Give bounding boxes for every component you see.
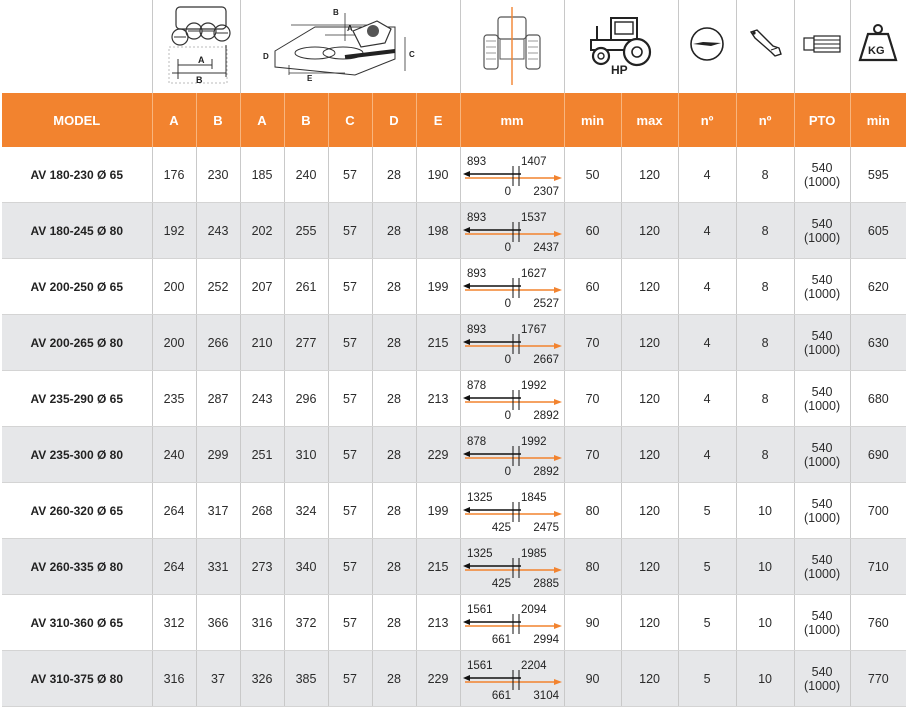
offset-bottom-right: 2667 — [532, 353, 559, 366]
a2-cell: 273 — [240, 539, 284, 595]
top-view-diagram-cell — [240, 0, 460, 93]
b2-cell: 324 — [284, 483, 328, 539]
d-cell: 28 — [372, 483, 416, 539]
black-arrow-head-icon — [463, 283, 470, 289]
table-row — [2, 203, 906, 259]
offset-top-right: 1537 — [520, 211, 547, 224]
a2-cell: 243 — [240, 371, 284, 427]
offset-top-left: 878 — [466, 379, 486, 392]
offset-top-left: 893 — [466, 155, 486, 168]
knife-count: 8 — [736, 371, 794, 427]
d-cell: 28 — [372, 651, 416, 707]
c-cell: 57 — [328, 539, 372, 595]
knife-count: 8 — [736, 203, 794, 259]
offset-top-right: 1627 — [520, 267, 547, 280]
offset-top-left: 1325 — [466, 491, 493, 504]
a1-cell: 192 — [152, 203, 196, 259]
b1-cell: 243 — [196, 203, 240, 259]
hp-min-cell: 90 — [564, 651, 621, 707]
offset-diagram — [461, 372, 565, 426]
rotor-count: 4 — [678, 315, 736, 371]
a2-cell: 207 — [240, 259, 284, 315]
d-cell: 28 — [372, 147, 416, 203]
knife-count: 10 — [736, 539, 794, 595]
offset-diagram — [461, 652, 565, 706]
table-row — [2, 483, 906, 539]
d-cell: 28 — [372, 371, 416, 427]
orange-arrow-head-icon — [554, 175, 562, 181]
a1-cell: 312 — [152, 595, 196, 651]
knife-count: 8 — [736, 315, 794, 371]
e-cell: 229 — [416, 427, 460, 483]
col-header-hp-min: min — [564, 93, 621, 147]
weight-min: 700 — [850, 483, 906, 539]
b2-cell: 372 — [284, 595, 328, 651]
table-row — [2, 595, 906, 651]
offset-top-right: 1767 — [520, 323, 547, 336]
table-row — [2, 259, 906, 315]
rotor-count-cell — [678, 0, 736, 93]
hp-min-cell: 80 — [564, 483, 621, 539]
pto-speed: 540 (1000) — [794, 651, 850, 707]
model-cell: AV 310-375 Ø 80 — [2, 651, 152, 707]
offset-bottom-left: 425 — [491, 521, 511, 534]
model-cell: AV 310-360 Ø 65 — [2, 595, 152, 651]
black-arrow-head-icon — [463, 619, 470, 625]
model-cell: AV 260-335 Ø 80 — [2, 539, 152, 595]
model-cell: AV 180-230 Ø 65 — [2, 147, 152, 203]
spec-table — [2, 0, 906, 707]
b1-cell: 37 — [196, 651, 240, 707]
blank-corner-cell — [2, 0, 152, 93]
e-cell: 190 — [416, 147, 460, 203]
tractor-rear-offset-icon — [462, 1, 562, 87]
offset-bottom-left: 661 — [491, 633, 511, 646]
tractor-icon — [581, 12, 661, 76]
offset-bottom-right: 2892 — [532, 465, 559, 478]
c-cell: 57 — [328, 147, 372, 203]
black-arrow-head-icon — [463, 507, 470, 513]
knife-count: 10 — [736, 595, 794, 651]
a1-cell: 240 — [152, 427, 196, 483]
offset-top-right: 1985 — [520, 547, 547, 560]
b2-cell: 255 — [284, 203, 328, 259]
table-row — [2, 147, 906, 203]
hp-max-cell: 120 — [621, 259, 678, 315]
col-header-knives: nº — [736, 93, 794, 147]
knife-count: 10 — [736, 483, 794, 539]
table-row — [2, 539, 906, 595]
weight-min: 760 — [850, 595, 906, 651]
hp-max-cell: 120 — [621, 371, 678, 427]
b1-cell: 317 — [196, 483, 240, 539]
black-arrow-head-icon — [463, 339, 470, 345]
knife-count-cell — [736, 0, 794, 93]
hp-min-cell: 70 — [564, 427, 621, 483]
offset-top-right: 2204 — [520, 659, 547, 672]
hp-min-cell: 70 — [564, 315, 621, 371]
pto-speed: 540 (1000) — [794, 371, 850, 427]
pto-speed: 540 (1000) — [794, 203, 850, 259]
model-cell: AV 235-290 Ø 65 — [2, 371, 152, 427]
hp-label: HP — [611, 63, 628, 76]
offset-bottom-left: 0 — [504, 353, 511, 366]
col-header-mm: mm — [460, 93, 564, 147]
offset-top-right: 1845 — [520, 491, 547, 504]
hp-max-cell: 120 — [621, 539, 678, 595]
mm-offset-cell — [460, 651, 564, 707]
b1-cell: 366 — [196, 595, 240, 651]
model-cell: AV 200-265 Ø 80 — [2, 315, 152, 371]
d-cell: 28 — [372, 203, 416, 259]
kg-label: KG — [868, 45, 885, 57]
weight-min: 630 — [850, 315, 906, 371]
offset-bottom-right: 2307 — [532, 185, 559, 198]
pto-cell — [794, 0, 850, 93]
col-header-d: D — [372, 93, 416, 147]
a2-cell: 326 — [240, 651, 284, 707]
orange-arrow-head-icon — [554, 455, 562, 461]
orange-arrow-head-icon — [554, 623, 562, 629]
front-view-diagram-cell — [152, 0, 240, 93]
c-cell: 57 — [328, 427, 372, 483]
rotor-count: 4 — [678, 203, 736, 259]
c-cell: 57 — [328, 483, 372, 539]
b1-cell: 299 — [196, 427, 240, 483]
a2-cell: 316 — [240, 595, 284, 651]
offset-bottom-right: 2885 — [532, 577, 559, 590]
c-cell: 57 — [328, 371, 372, 427]
icon-header-row — [2, 0, 906, 93]
b2-cell: 310 — [284, 427, 328, 483]
weight-min: 770 — [850, 651, 906, 707]
mm-offset-cell — [460, 259, 564, 315]
offset-diagram — [461, 596, 565, 650]
column-header-row — [2, 93, 906, 147]
a2-cell: 251 — [240, 427, 284, 483]
black-arrow-head-icon — [463, 227, 470, 233]
rotor-front-view-icon — [156, 1, 236, 87]
orange-arrow-head-icon — [554, 511, 562, 517]
offset-diagram — [461, 540, 565, 594]
offset-bottom-right: 2437 — [532, 241, 559, 254]
offset-bottom-left: 425 — [491, 577, 511, 590]
offset-top-right: 1992 — [520, 379, 547, 392]
model-cell: AV 200-250 Ø 65 — [2, 259, 152, 315]
table-row — [2, 371, 906, 427]
mm-offset-cell — [460, 315, 564, 371]
d-cell: 28 — [372, 539, 416, 595]
d-cell: 28 — [372, 595, 416, 651]
a1-cell: 264 — [152, 483, 196, 539]
e-cell: 213 — [416, 595, 460, 651]
hp-min-cell: 60 — [564, 203, 621, 259]
offset-bottom-right: 2475 — [532, 521, 559, 534]
offset-top-right: 2094 — [520, 603, 547, 616]
rotor-count: 5 — [678, 595, 736, 651]
b1-cell: 287 — [196, 371, 240, 427]
e-cell: 215 — [416, 539, 460, 595]
b1-cell: 230 — [196, 147, 240, 203]
offset-diagram — [461, 260, 565, 314]
hp-max-cell: 120 — [621, 203, 678, 259]
c-cell: 57 — [328, 259, 372, 315]
mm-offset-cell — [460, 539, 564, 595]
top-diagram-label-b: B — [333, 8, 339, 17]
pto-speed: 540 (1000) — [794, 427, 850, 483]
b2-cell: 261 — [284, 259, 328, 315]
a2-cell: 210 — [240, 315, 284, 371]
pto-speed: 540 (1000) — [794, 315, 850, 371]
a1-cell: 316 — [152, 651, 196, 707]
mm-offset-cell — [460, 427, 564, 483]
b2-cell: 296 — [284, 371, 328, 427]
front-diagram-label-b: B — [196, 75, 203, 85]
a1-cell: 200 — [152, 315, 196, 371]
rotor-count: 4 — [678, 259, 736, 315]
a2-cell: 268 — [240, 483, 284, 539]
col-header-a2: A — [240, 93, 284, 147]
knife-count: 8 — [736, 147, 794, 203]
col-header-b1: B — [196, 93, 240, 147]
pto-speed: 540 (1000) — [794, 595, 850, 651]
hp-min-cell: 70 — [564, 371, 621, 427]
mm-offset-cell — [460, 483, 564, 539]
rotor-count: 4 — [678, 371, 736, 427]
b1-cell: 252 — [196, 259, 240, 315]
rotor-count: 5 — [678, 651, 736, 707]
c-cell: 57 — [328, 595, 372, 651]
tractor-hp-cell — [564, 0, 678, 93]
offset-top-left: 878 — [466, 435, 486, 448]
c-cell: 57 — [328, 315, 372, 371]
b2-cell: 340 — [284, 539, 328, 595]
e-cell: 213 — [416, 371, 460, 427]
a1-cell: 264 — [152, 539, 196, 595]
offset-bottom-right: 3104 — [532, 689, 559, 702]
hp-max-cell: 120 — [621, 651, 678, 707]
offset-diagram — [461, 484, 565, 538]
e-cell: 199 — [416, 483, 460, 539]
orange-arrow-head-icon — [554, 343, 562, 349]
weight-cell — [850, 0, 906, 93]
rotor-count: 5 — [678, 483, 736, 539]
c-cell: 57 — [328, 651, 372, 707]
a2-cell: 202 — [240, 203, 284, 259]
offset-diagram — [461, 204, 565, 258]
weight-kg-icon — [856, 22, 900, 66]
top-diagram-label-a: A — [347, 24, 353, 33]
table-row — [2, 427, 906, 483]
col-header-model: MODEL — [2, 93, 152, 147]
offset-bottom-left: 0 — [504, 409, 511, 422]
b2-cell: 385 — [284, 651, 328, 707]
knife-blade-icon — [745, 24, 785, 64]
black-arrow-head-icon — [463, 451, 470, 457]
c-cell: 57 — [328, 203, 372, 259]
b2-cell: 240 — [284, 147, 328, 203]
e-cell: 199 — [416, 259, 460, 315]
offset-bottom-left: 661 — [491, 689, 511, 702]
col-header-weight: min — [850, 93, 906, 147]
offset-top-right: 1992 — [520, 435, 547, 448]
pto-speed: 540 (1000) — [794, 483, 850, 539]
offset-top-left: 1325 — [466, 547, 493, 560]
offset-bottom-left: 0 — [504, 241, 511, 254]
hp-max-cell: 120 — [621, 147, 678, 203]
offset-diagram — [461, 316, 565, 370]
pto-speed: 540 (1000) — [794, 259, 850, 315]
table-row — [2, 651, 906, 707]
offset-bottom-right: 2994 — [532, 633, 559, 646]
hp-max-cell: 120 — [621, 427, 678, 483]
offset-bottom-left: 0 — [504, 465, 511, 478]
hp-max-cell: 120 — [621, 483, 678, 539]
offset-top-left: 893 — [466, 211, 486, 224]
hp-min-cell: 90 — [564, 595, 621, 651]
black-arrow-head-icon — [463, 171, 470, 177]
mm-offset-cell — [460, 371, 564, 427]
d-cell: 28 — [372, 259, 416, 315]
offset-top-left: 1561 — [466, 659, 493, 672]
offset-diagram — [461, 428, 565, 482]
weight-min: 680 — [850, 371, 906, 427]
weight-min: 595 — [850, 147, 906, 203]
tractor-rear-diagram-cell — [460, 0, 564, 93]
top-diagram-label-c: C — [409, 50, 415, 59]
col-header-b2: B — [284, 93, 328, 147]
e-cell: 198 — [416, 203, 460, 259]
e-cell: 229 — [416, 651, 460, 707]
d-cell: 28 — [372, 315, 416, 371]
b1-cell: 331 — [196, 539, 240, 595]
b2-cell: 277 — [284, 315, 328, 371]
hp-max-cell: 120 — [621, 315, 678, 371]
b1-cell: 266 — [196, 315, 240, 371]
rotor-count: 5 — [678, 539, 736, 595]
e-cell: 215 — [416, 315, 460, 371]
weight-min: 605 — [850, 203, 906, 259]
pto-speed: 540 (1000) — [794, 539, 850, 595]
top-diagram-label-e: E — [307, 74, 313, 83]
col-header-hp-max: max — [621, 93, 678, 147]
rotor-count: 4 — [678, 147, 736, 203]
offset-bottom-right: 2892 — [532, 409, 559, 422]
weight-min: 710 — [850, 539, 906, 595]
offset-top-right: 1407 — [520, 155, 547, 168]
col-header-rotors: nº — [678, 93, 736, 147]
top-diagram-label-d: D — [263, 52, 269, 61]
black-arrow-head-icon — [463, 395, 470, 401]
mm-offset-cell — [460, 595, 564, 651]
col-header-a1: A — [152, 93, 196, 147]
a1-cell: 235 — [152, 371, 196, 427]
orange-arrow-head-icon — [554, 287, 562, 293]
d-cell: 28 — [372, 427, 416, 483]
mm-offset-cell — [460, 203, 564, 259]
pto-speed: 540 (1000) — [794, 147, 850, 203]
offset-top-left: 1561 — [466, 603, 493, 616]
hp-min-cell: 80 — [564, 539, 621, 595]
hp-max-cell: 120 — [621, 595, 678, 651]
col-header-pto: PTO — [794, 93, 850, 147]
pto-shaft-icon — [800, 24, 844, 64]
weight-min: 620 — [850, 259, 906, 315]
orange-arrow-head-icon — [554, 567, 562, 573]
rotor-count: 4 — [678, 427, 736, 483]
hp-min-cell: 60 — [564, 259, 621, 315]
offset-diagram — [461, 148, 565, 202]
col-header-e: E — [416, 93, 460, 147]
orange-arrow-head-icon — [554, 399, 562, 405]
orange-arrow-head-icon — [554, 231, 562, 237]
offset-bottom-left: 0 — [504, 185, 511, 198]
offset-bottom-left: 0 — [504, 297, 511, 310]
rotor-disc-icon — [687, 24, 727, 64]
a1-cell: 200 — [152, 259, 196, 315]
offset-top-left: 893 — [466, 323, 486, 336]
knife-count: 8 — [736, 427, 794, 483]
model-cell: AV 235-300 Ø 80 — [2, 427, 152, 483]
a1-cell: 176 — [152, 147, 196, 203]
a2-cell: 185 — [240, 147, 284, 203]
weight-min: 690 — [850, 427, 906, 483]
knife-count: 8 — [736, 259, 794, 315]
col-header-c: C — [328, 93, 372, 147]
front-diagram-label-a: A — [198, 55, 205, 65]
offset-top-left: 893 — [466, 267, 486, 280]
hp-min-cell: 50 — [564, 147, 621, 203]
data-rows — [2, 147, 906, 707]
table-row — [2, 315, 906, 371]
mm-offset-cell — [460, 147, 564, 203]
offset-bottom-right: 2527 — [532, 297, 559, 310]
orange-arrow-head-icon — [554, 679, 562, 685]
model-cell: AV 180-245 Ø 80 — [2, 203, 152, 259]
black-arrow-head-icon — [463, 563, 470, 569]
model-cell: AV 260-320 Ø 65 — [2, 483, 152, 539]
mower-top-view-icon — [245, 1, 455, 87]
black-arrow-head-icon — [463, 675, 470, 681]
knife-count: 10 — [736, 651, 794, 707]
